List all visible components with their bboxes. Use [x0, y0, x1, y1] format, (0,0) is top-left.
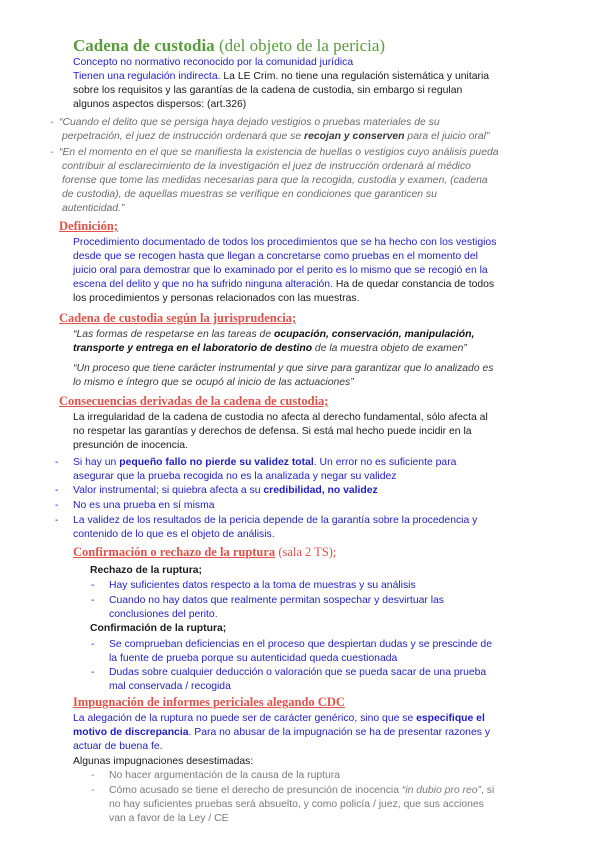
intro-line: sobre los requisitos y las garantías de la cadena de custodia, sin embargo si regulan [73, 85, 463, 96]
intro-block [73, 56, 489, 112]
impugnacion-subtitle: Algunas impugnaciones desestimadas: [73, 756, 254, 767]
impugnacion-item: Cómo acusado se tiene el derecho de presunción de inocencia “in dubio pro reo”, si no hay suficientes pruebas será absuelto, y como policía / juez, que sus acciones van a favor de la Ley / CE [109, 785, 495, 824]
page-title [73, 36, 385, 56]
impugnacion-text: La alegación de la ruptura no puede ser de carácter genérico, sino que se especifique el motivo de discrepancia. Para no abusar de la impugnación se ha de presentar razones y actuar de buena fe. [73, 713, 491, 752]
section-heading-consecuencias: Consecuencias derivadas de la cadena de custodia; [59, 394, 329, 408]
consecuencias-item: Si hay un pequeño fallo no pierde su validez total. Un error no es suficiente para asegurar que la prueba recogida no es la analizada y negar su validez [73, 457, 457, 482]
bullet: - [91, 667, 95, 678]
consecuencias-item: La validez de los resultados de la pericia depende de la garantía sobre la procedencia y contenido de lo que es el objeto de análisis. [73, 515, 478, 540]
bullet: - [50, 117, 54, 128]
bullet: - [50, 147, 54, 158]
confirmacion-item: Se comprueban deficiencias en el proceso que despiertan dudas y se prescinde de la fuente de prueba porque su autenticidad queda cuestionada [109, 639, 492, 664]
rechazo-item: Hay suficientes datos respecto a la toma de muestras y su análisis [109, 580, 416, 591]
section-heading-definicion: Definición; [59, 219, 119, 233]
consecuencias-item: No es una prueba en sí misma [73, 500, 215, 511]
section-heading-jurisprudencia: Cadena de custodia según la jurisprudencia; [59, 311, 297, 325]
bullet: - [55, 457, 59, 468]
definicion-text: Procedimiento documentado de todos los procedimientos que se ha hecho con los vestigios desde que se recogen hasta que llegan a concretarse como pruebas en el momento del juicio oral para demostrar que lo examinado por el perito es lo mismo que se recogió en la escena del delito y que no ha sufrido ninguna alteración. Ha de quedar constancia de todos los procedimientos y personas relacionados con las muestras. [73, 237, 497, 304]
legal-quote-2: “En el momento en el que se manifiesta la existencia de huellas o vestigios cuyo análisis pueda contribuir al esclarecimiento de la investigación el juez de instrucción ordenará al médico forense que tome las medidas necesarias para que la recogida, custodia y examen, (cadena de custodia), de aquellas muestras se verifique en condiciones que garanticen su autenticidad.” [59, 147, 499, 214]
bullet: - [55, 515, 59, 526]
intro-line: algunos aspectos dispersos: (art.326) [73, 99, 247, 110]
bullet: - [91, 580, 95, 591]
bullet: - [91, 595, 95, 606]
bullet: - [55, 485, 59, 496]
subheading-rechazo: Rechazo de la ruptura; [90, 565, 203, 576]
consecuencias-item: Valor instrumental; si quiebra afecta a su credibilidad, no validez [73, 485, 378, 496]
bullet: - [91, 639, 95, 650]
section-heading-confirmacion: Confirmación o rechazo de la ruptura (sala 2 TS); [73, 545, 337, 559]
bullet: - [91, 770, 95, 781]
intro-line: Tienen una regulación indirecta. La LE Crim. no tiene una regulación sistemática y unitaria [73, 71, 490, 82]
rechazo-item: Cuando no hay datos que realmente permitan sospechar y desvirtuar las conclusiones del perito. [109, 595, 445, 620]
consecuencias-text: La irregularidad de la cadena de custodia no afecta al derecho fundamental, sólo afecta al no respetar las garantías y derechos de defensa. Si está mal hecho puede incidir en la presunción de inocencia. [73, 412, 488, 451]
jurisprudencia-quotes: “Las formas de respetarse en las tareas de ocupación, conservación, manipulación, transporte y entrega en el laboratorio de destino de la muestra objeto de examen” “Un proceso que tiene carácter instrumental y que sirve para garantizar que lo analizado es lo mismo e íntegro que se ocupó al inicio de las actuaciones” [73, 329, 494, 388]
legal-quote-1: “Cuando el delito que se persiga haya dejado vestigios o pruebas materiales de su perpetración, el juez de instrucción ordenará que se recojan y conserven para el juicio oral” [59, 117, 490, 142]
bullet: - [91, 785, 95, 796]
impugnacion-item: No hacer argumentación de la causa de la ruptura [109, 770, 341, 781]
title-sub: (del objeto de la pericia) [214, 36, 386, 55]
subheading-confirmacion: Confirmación de la ruptura; [90, 623, 227, 634]
confirmacion-item: Dudas sobre cualquier deducción o valoración que se pueda sacar de una prueba mal conservada / recogida [109, 667, 487, 692]
section-heading-impugnacion: Impugnación de informes periciales alegando CDC [73, 695, 345, 709]
title-main: Cadena de custodia [73, 36, 215, 55]
intro-line: Concepto no normativo reconocido por la comunidad jurídica [73, 57, 354, 68]
bullet: - [55, 500, 59, 511]
